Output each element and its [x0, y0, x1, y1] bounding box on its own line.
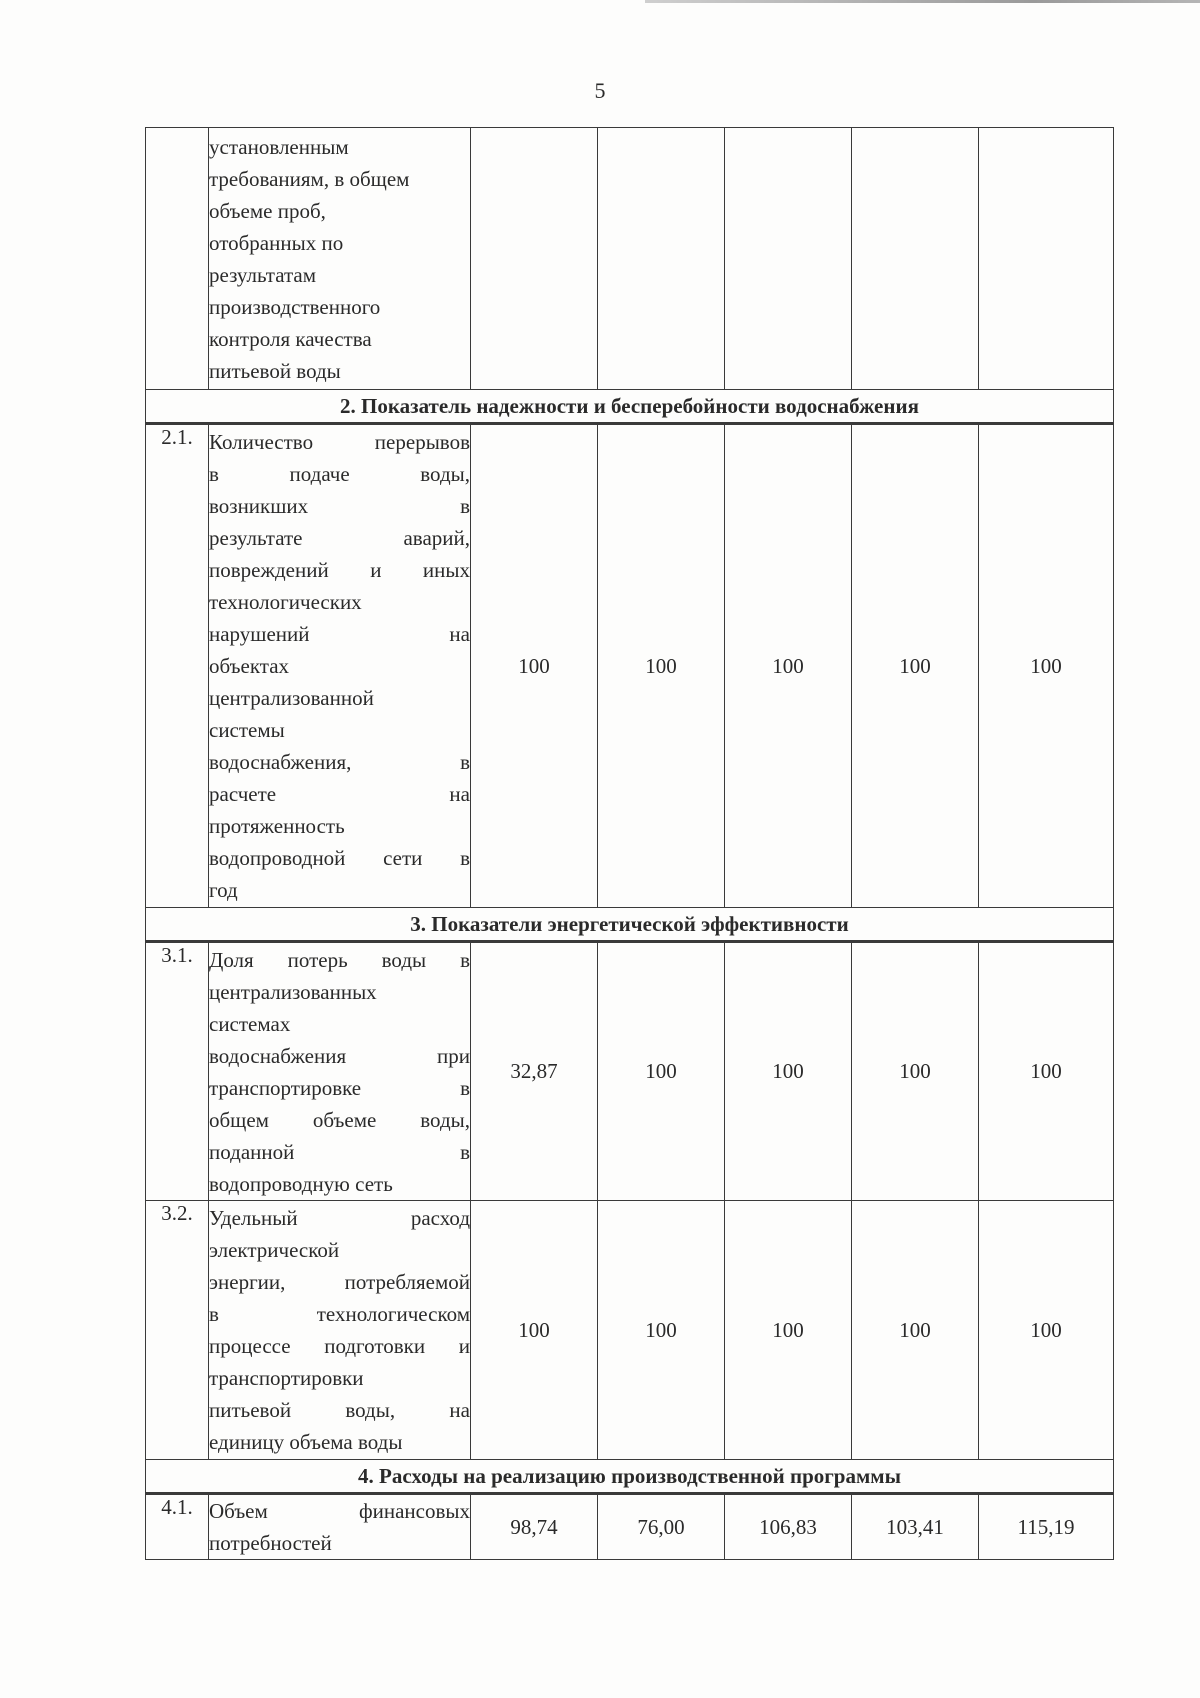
- desc-line: производственного: [209, 294, 381, 319]
- row-description: [209, 424, 471, 908]
- desc-line: нарушений на: [209, 622, 470, 646]
- value-cell: 100: [598, 424, 725, 908]
- value-cell: 100: [725, 424, 852, 908]
- desc-line: потребностей: [209, 1531, 332, 1555]
- value-cell: 32,87: [471, 942, 598, 1201]
- scan-edge-line: [645, 0, 1200, 3]
- desc-line: транспортировки: [209, 1366, 364, 1390]
- desc-line: повреждений и иных: [209, 558, 470, 582]
- desc-line: единицу объема воды: [209, 1430, 403, 1454]
- desc-line: установленным: [209, 134, 349, 159]
- desc-line: Количество перерывов: [209, 430, 470, 454]
- value-cell: 100: [979, 942, 1114, 1201]
- desc-line: водоснабжения при: [209, 1043, 470, 1068]
- section-title: 4. Расходы на реализацию производственной программы: [146, 1460, 1114, 1494]
- desc-line: питьевой воды: [209, 358, 341, 383]
- desc-line: водоснабжения, в: [209, 750, 470, 774]
- row-number: 4.1.: [146, 1494, 209, 1560]
- desc-line: расчете на: [209, 782, 470, 806]
- value-cell: 100: [852, 1201, 979, 1460]
- section-header-row: [146, 390, 1114, 424]
- section-header-row: [146, 1460, 1114, 1494]
- desc-line: питьевой воды, на: [209, 1398, 470, 1422]
- desc-line: требованиям, в общем: [209, 166, 410, 191]
- desc-line: возникших в: [209, 494, 470, 518]
- desc-line: Объем финансовых: [209, 1499, 470, 1523]
- value-cell: 100: [979, 424, 1114, 908]
- value-cell: 115,19: [979, 1494, 1114, 1560]
- desc-line: отобранных по: [209, 230, 344, 255]
- desc-line: общем объеме воды,: [209, 1107, 470, 1132]
- value-cell: 100: [725, 942, 852, 1201]
- value-cell: 100: [979, 1201, 1114, 1460]
- table-row: [146, 128, 1114, 390]
- page-number: 5: [594, 78, 606, 103]
- desc-line: поданной в: [209, 1139, 470, 1164]
- row-number: 2.1.: [146, 424, 209, 908]
- desc-line: объектах: [209, 654, 290, 678]
- desc-line: технологических: [209, 590, 362, 614]
- value-cell: 100: [471, 1201, 598, 1460]
- desc-line: централизованной: [209, 686, 374, 710]
- value-cell: [471, 128, 598, 390]
- desc-line: водопроводной сети в: [209, 846, 470, 870]
- production-program-table: [145, 127, 1114, 1560]
- table-row: [146, 942, 1114, 1201]
- value-cell: 100: [725, 1201, 852, 1460]
- value-cell: 76,00: [598, 1494, 725, 1560]
- desc-line: объеме проб,: [209, 198, 326, 223]
- desc-line: процессе подготовки и: [209, 1334, 470, 1358]
- value-cell: 100: [852, 424, 979, 908]
- row-number: [146, 128, 209, 390]
- value-cell: 100: [598, 942, 725, 1201]
- desc-line: в технологическом: [209, 1302, 470, 1326]
- table-row: [146, 424, 1114, 908]
- value-cell: 100: [598, 1201, 725, 1460]
- value-cell: 103,41: [852, 1494, 979, 1560]
- desc-line: результате аварий,: [209, 526, 470, 550]
- desc-line: энергии, потребляемой: [209, 1270, 470, 1294]
- desc-line: электрической: [209, 1238, 340, 1262]
- desc-line: результатам: [209, 262, 317, 287]
- desc-line: в подаче воды,: [209, 462, 470, 486]
- desc-line: год: [209, 878, 238, 902]
- value-cell: [979, 128, 1114, 390]
- desc-line: системах: [209, 1011, 291, 1036]
- value-cell: [852, 128, 979, 390]
- desc-line: протяженность: [209, 814, 345, 838]
- row-description: [209, 128, 471, 390]
- row-number: 3.1.: [146, 942, 209, 1201]
- desc-line: водопроводную сеть: [209, 1171, 393, 1196]
- row-description: [209, 1494, 471, 1560]
- section-title: 2. Показатель надежности и бесперебойности водоснабжения: [146, 390, 1114, 424]
- value-cell: 100: [852, 942, 979, 1201]
- desc-line: Доля потерь воды в: [209, 947, 470, 972]
- section-title: 3. Показатели энергетической эффективности: [146, 908, 1114, 942]
- table-row: [146, 1494, 1114, 1560]
- row-description: [209, 942, 471, 1201]
- desc-line: системы: [209, 718, 285, 742]
- row-number: 3.2.: [146, 1201, 209, 1460]
- desc-line: контроля качества: [209, 326, 372, 351]
- value-cell: [598, 128, 725, 390]
- section-header-row: [146, 908, 1114, 942]
- value-cell: 100: [471, 424, 598, 908]
- value-cell: [725, 128, 852, 390]
- desc-line: централизованных: [209, 979, 377, 1004]
- table-row: [146, 1201, 1114, 1460]
- desc-line: транспортировке в: [209, 1075, 470, 1100]
- value-cell: 106,83: [725, 1494, 852, 1560]
- value-cell: 98,74: [471, 1494, 598, 1560]
- row-description: [209, 1201, 471, 1460]
- desc-line: Удельный расход: [209, 1206, 470, 1230]
